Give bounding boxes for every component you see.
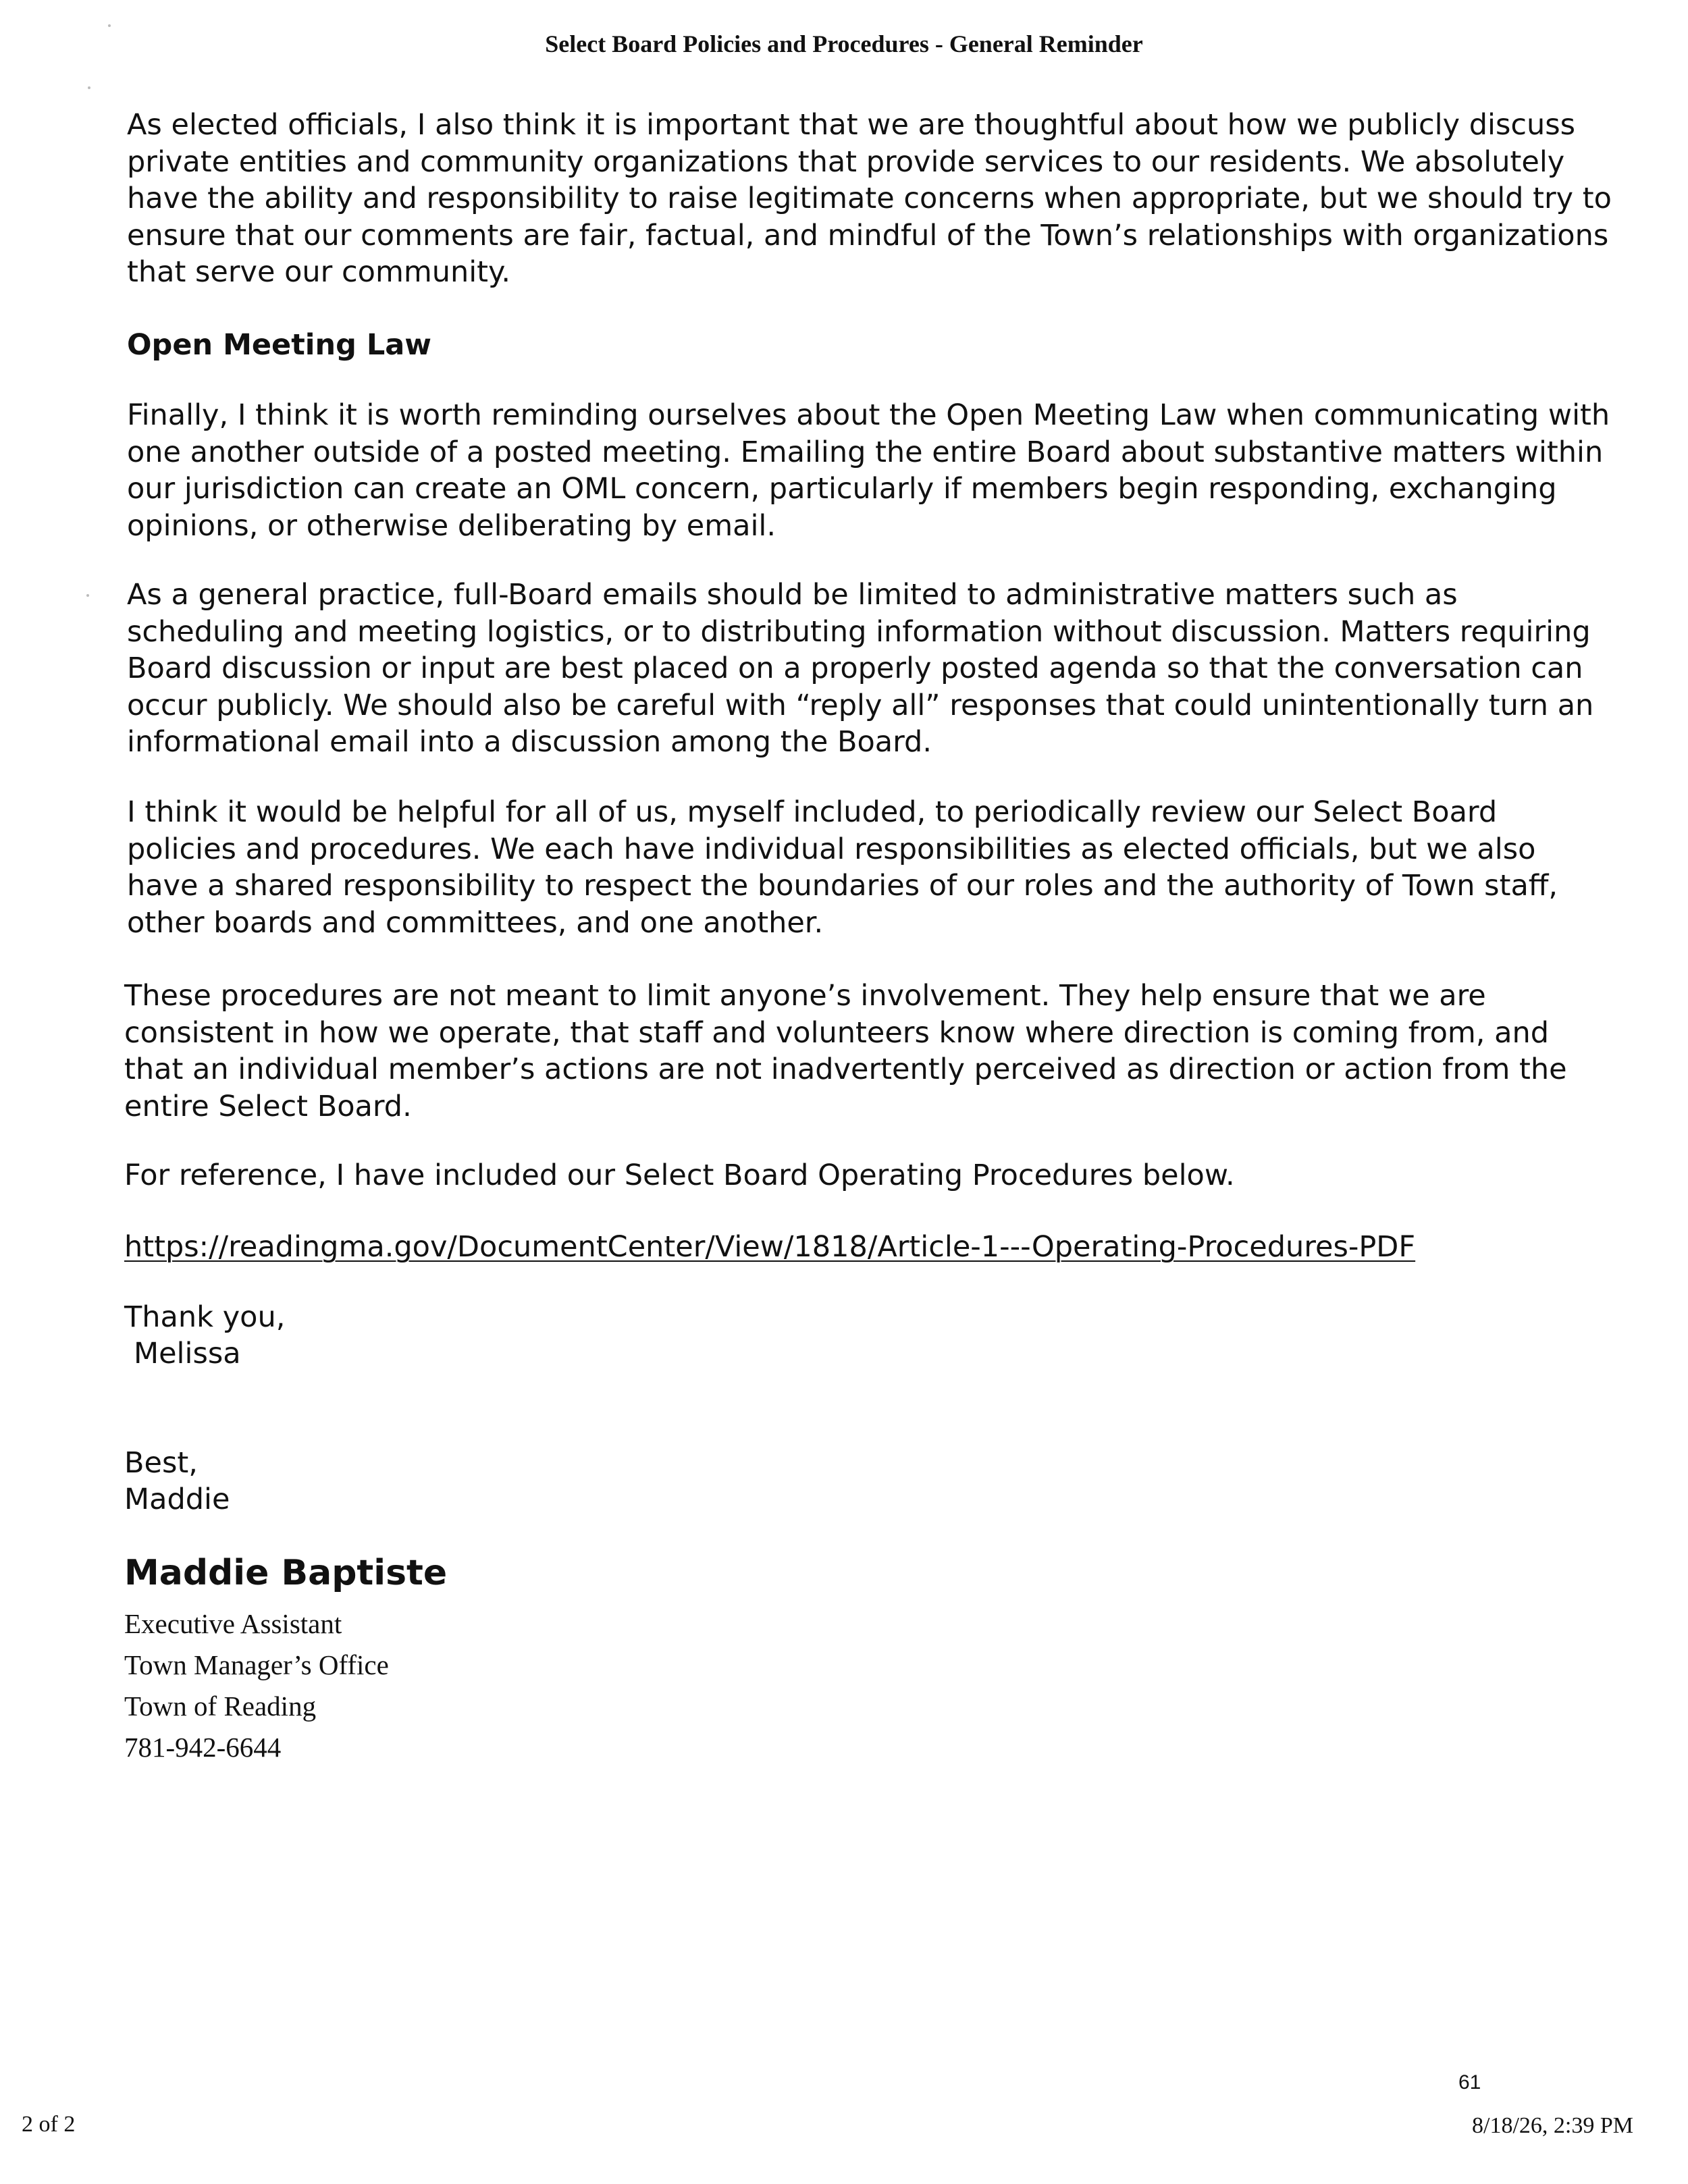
- signature-block: [124, 1603, 389, 1768]
- paragraph-reference: For reference, I have included our Select Board Operating Procedures below.: [124, 1158, 1235, 1192]
- operating-procedures-link-row: [124, 1229, 1610, 1266]
- page-of-indicator: 2 of 2: [22, 2112, 76, 2137]
- paragraph-full-board-emails: As a general practice, full-Board emails should be limited to administrative matters such as scheduling and meeting logistics, or to distributing information without discussion. Matters requiring Board discussion or input are best placed on a properly posted agenda so that the conversation can occur publicly. We should also be careful with “reply all” responses that could unintentionally turn an informational email into a discussion among the Board.: [127, 578, 1594, 759]
- paragraph-public-discussion: As elected officials, I also think it is important that we are thoughtful about how we publicly discuss private entities and community organizations that provide services to our residents. We absolutely have the ability and responsibility to raise legitimate concerns when appropriate, but we should try to ensure that our comments are fair, factual, and mindful of the Town’s relationships with organizations that serve our community.: [127, 108, 1612, 289]
- closing-thank-you: Thank you,: [124, 1300, 286, 1334]
- scan-speck: [86, 594, 89, 597]
- closing-name-melissa: Melissa: [134, 1337, 241, 1370]
- section-heading-open-meeting-law: Open Meeting Law: [127, 328, 431, 362]
- page-number: 61: [1458, 2071, 1481, 2094]
- closing-name-maddie: Maddie: [124, 1483, 230, 1516]
- paragraph-review-policies: I think it would be helpful for all of us, myself included, to periodically review our Select Board policies and procedures. We each have individual responsibilities as elected officials, but we also have a shared responsibility to respect the boundaries of our roles and the authority of Town staff, other boards and committees, and one another.: [127, 795, 1558, 940]
- signature-org: Town of Reading: [124, 1690, 317, 1722]
- scan-speck: [88, 86, 90, 89]
- print-timestamp: 8/18/26, 2:39 PM: [1472, 2113, 1633, 2138]
- signature-title: Executive Assistant: [124, 1608, 342, 1639]
- scan-speck: [108, 24, 111, 27]
- paragraph-oml-reminder: Finally, I think it is worth reminding ourselves about the Open Meeting Law when communicating with one another outside of a posted meeting. Emailing the entire Board about substantive matters within our jurisdiction can create an OML concern, particularly if members begin responding, exchanging opinions, or otherwise deliberating by email.: [127, 398, 1610, 543]
- paragraph-procedures-purpose: These procedures are not meant to limit anyone’s involvement. They help ensure that we are consistent in how we operate, that staff and volunteers know where direction is coming from, and that an individual member’s actions are not inadvertently perceived as direction or action from the entire Select Board.: [124, 979, 1567, 1123]
- operating-procedures-link[interactable]: https://readingma.gov/DocumentCenter/View/1818/Article-1---Operating-Procedures-PDF: [124, 1230, 1416, 1264]
- signature-phone: 781-942-6644: [124, 1732, 282, 1763]
- page-header-title: Select Board Policies and Procedures - General Reminder: [545, 30, 1143, 57]
- closing-best: Best,: [124, 1446, 198, 1480]
- signature-office: Town Manager’s Office: [124, 1649, 389, 1680]
- signature-name: Maddie Baptiste: [124, 1553, 448, 1593]
